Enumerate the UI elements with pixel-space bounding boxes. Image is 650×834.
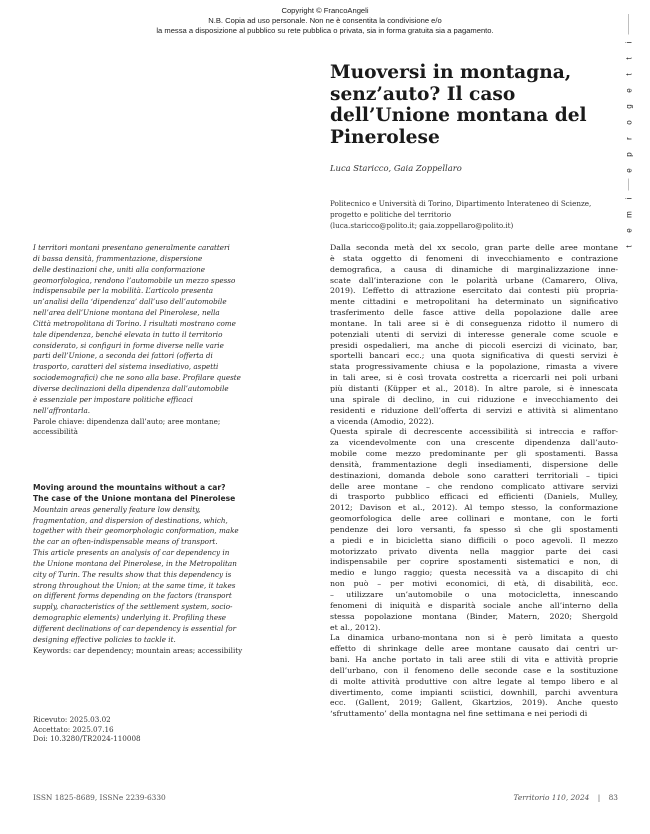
abstract-line: considerato, si configuri in forme diverse nelle varie bbox=[33, 340, 224, 350]
body-line: fenomeni di iniquità e disparità sociale anche all’interno della bbox=[330, 600, 618, 610]
body-line: geomorfologica delle aree collinari e montane, con le forti bbox=[330, 514, 618, 524]
abstract-line: un’analisi della ‘dipendenza’ dall’uso dell’automobile bbox=[33, 297, 227, 307]
body-line: montane. In tali aree si è di conseguenza ridotto il numero di bbox=[330, 318, 618, 328]
abstract-line: trasporto, caratteri del sistema insediativo, aspetti bbox=[33, 362, 219, 372]
abstract-line: geomorfologica, rendono l’automobile un mezzo spesso bbox=[33, 275, 236, 285]
body-line: potenziali utenti di servizi di interesse generale come scuole e bbox=[330, 329, 618, 339]
sidebar-letter: r bbox=[625, 131, 634, 147]
body-line: dell’urbano, con il fenomeno delle seconde case e la sostituzione bbox=[330, 665, 618, 675]
abstract-line: Città metropolitana di Torino. I risultati mostrano come bbox=[33, 318, 236, 328]
body-line: stessa popolazione montana (Binder, Matern, 2020; Shergold bbox=[330, 611, 618, 621]
body-line: – utilizzare un’automobile o una motocicletta, innescando bbox=[330, 590, 618, 599]
received-date: Ricevuto: 2025.03.02 bbox=[33, 715, 111, 724]
abstract-line: nell’area dell’Unione montana del Pinerolese, nella bbox=[33, 308, 220, 318]
sidebar-letter: i bbox=[625, 191, 634, 207]
footer-journal-info bbox=[513, 793, 618, 802]
body-line: densità, frammentazione degli insediamenti, dispersione delle bbox=[330, 459, 618, 469]
abstract-line: diverse declinazioni della dipendenza dall’automobile bbox=[33, 383, 229, 393]
abstract-english-heading: The case of the Unione montana del Pinerolese bbox=[33, 493, 236, 503]
keywords-italian-line: Parole chiave: dipendenza dall’auto; aree montane; bbox=[33, 416, 221, 426]
footer-issn: ISSN 1825-8689, ISSNe 2239-6330 bbox=[33, 793, 166, 802]
body-line: sportelli bancari ecc.; una quota significativa di questi servizi è bbox=[330, 351, 618, 361]
sidebar-letter: o bbox=[625, 115, 634, 131]
copyright-line: Copyright © FrancoAngeli bbox=[281, 6, 369, 15]
abstract-line: supply, characteristics of the settlement system, socio- bbox=[33, 602, 233, 612]
sidebar-letter: t bbox=[625, 239, 634, 255]
abstract-line: è essenziale per impostare politiche efficaci bbox=[33, 394, 193, 404]
body-line: una spirale di declino, in cui riduzione e invecchiamento dei bbox=[330, 394, 618, 404]
body-line: mobile come mezzo predominante per gli spostamenti. Bassa bbox=[330, 449, 618, 459]
body-line: destinazioni, domanda debole sono caratteri territoriali – tipici bbox=[330, 470, 618, 480]
article-dates bbox=[33, 715, 141, 744]
abstract-line: the car an often-indispensable means of transport. bbox=[33, 537, 218, 547]
copyright-line: N.B. Copia ad uso personale. Non ne è consentita la condivisione e/o bbox=[208, 16, 442, 25]
sidebar-letter: e bbox=[625, 163, 634, 179]
sidebar-letter: m bbox=[625, 207, 634, 223]
body-line: bani. Ha anche portato in tali aree stili di vita e attività proprie bbox=[330, 655, 618, 665]
body-line: scate dall’interazione con le polarità urbane (Camarero, Oliva, bbox=[330, 275, 618, 285]
abstract-line: I territori montani presentano generalmente caratteri bbox=[33, 243, 230, 252]
affiliation-line: Politecnico e Università di Torino, Dipartimento Interateneo di Scienze, bbox=[330, 199, 592, 208]
body-line: effetto di shrinkage delle aree montane causato dai centri ur- bbox=[330, 644, 618, 654]
sidebar-letter: g bbox=[625, 99, 634, 115]
abstract-line: demographic elements) underlying it. Profiling these bbox=[33, 613, 227, 623]
body-line: più distanti (Küpper et al., 2018). In altre parole, si è innescata bbox=[330, 383, 618, 393]
sidebar-letter: e bbox=[625, 83, 634, 99]
abstract-line: on different forms depending on the factors (transport bbox=[33, 591, 232, 601]
author-affiliation bbox=[330, 199, 615, 231]
body-line: medio e lungo raggio; questa necessità va a discapito di chi bbox=[330, 568, 618, 578]
body-line: di molte attività produttive con altre legate al tempo libero e al bbox=[330, 676, 618, 686]
body-line: a vicenda (Amodio, 2022). bbox=[330, 416, 435, 426]
footer-journal: Territorio 110, 2024 bbox=[513, 793, 590, 802]
abstract-line: fragmentation, and dispersion of destinations, which, bbox=[33, 515, 228, 525]
body-line: in tali aree, si è così trovata costretta a ricercarli nei poli urbani bbox=[330, 373, 618, 383]
keywords-italian-line: accessibilità bbox=[33, 427, 78, 437]
sidebar-letter: t bbox=[625, 51, 634, 67]
body-line: demografica, a causa di dinamiche di marginalizzazione inne- bbox=[330, 264, 618, 274]
body-line: divertimento, come impianti sciistici, downhill, parchi avventura bbox=[330, 687, 618, 697]
abstract-line: tale dipendenza, benché elevata in tutto il territorio bbox=[33, 329, 223, 339]
body-line: Questa spirale di decrescente accessibilità si intreccia e raffor- bbox=[330, 427, 618, 437]
body-line: ‘sfruttamento’ della montagna nel fine settimana e nei periodi di bbox=[330, 709, 588, 719]
sidebar-letter: t bbox=[625, 67, 634, 83]
body-line: ecc. (Gallent, 2019; Gallent, Gkartzios, 2019). Anche questo bbox=[330, 698, 618, 708]
body-line: stata progressivamente chiusa e la popolazione, rimasta a vivere bbox=[330, 362, 618, 372]
accepted-date: Accettato: 2025.07.16 bbox=[33, 724, 114, 734]
article-authors: Luca Staricco, Gaia Zoppellaro bbox=[330, 163, 462, 173]
sidebar-letter: p bbox=[625, 147, 634, 163]
body-line: di trasporto pubblico efficaci ed efficienti (Daniels, Mulley, bbox=[330, 492, 618, 502]
body-line: motorizzato privato diventa nella maggior parte dei casi bbox=[330, 546, 618, 556]
body-line: mente cittadini e metropolitani ha determinato un significativo bbox=[330, 297, 618, 307]
article-body bbox=[330, 243, 618, 720]
copyright-line: la messa a disposizione al pubblico su rete pubblica o privata, sia in forma gratuita sia a pagamento. bbox=[156, 26, 494, 35]
body-line: Dalla seconda metà del xx secolo, gran parte delle aree montane bbox=[330, 243, 618, 252]
abstract-english bbox=[33, 483, 308, 657]
body-line: delle aree montane – che rendono complicato attivare servizi bbox=[330, 481, 618, 491]
abstract-line: strong throughout the Union; at the same time, it takes bbox=[33, 580, 236, 590]
abstract-line: di bassa densità, frammentazione, dispersione bbox=[33, 253, 203, 263]
abstract-line: designing effective policies to tackle it. bbox=[33, 634, 176, 644]
body-line: za vicendevolmente con una crescente dipendenza dall’auto- bbox=[330, 438, 618, 448]
body-line: indispensabile per coprire spostamenti sistematici e non, di bbox=[330, 557, 618, 567]
abstract-line: city of Turin. The results show that this dependency is bbox=[33, 569, 232, 579]
body-line: trasferimento delle fasce attive della popolazione dalle aree bbox=[330, 308, 618, 318]
abstract-line: together with their geomorphologic conformation, make bbox=[33, 526, 239, 536]
abstract-line: sociodemografici) che ne sono alla base. Profilare queste bbox=[33, 373, 241, 383]
body-line: è stata oggetto di fenomeni di invecchiamento e contrazione bbox=[330, 253, 618, 263]
section-sidebar bbox=[618, 14, 640, 248]
abstract-line: parti dell’Unione, a seconda dei fattori (offerta di bbox=[33, 351, 213, 361]
footer-page-number: 83 bbox=[608, 793, 618, 802]
abstract-line: the Unione montana del Pinerolese, in the Metropolitan bbox=[33, 558, 237, 568]
body-line: a piedi e in bicicletta siano difficili o poco agevoli. Il mezzo bbox=[330, 535, 618, 545]
body-line: non può – per motivi economici, di età, di disabilità, ecc. bbox=[330, 579, 618, 589]
body-line: et al., 2012). bbox=[330, 622, 381, 632]
body-line: La dinamica urbano-montana non si è però limitata a questo bbox=[330, 633, 618, 643]
abstract-line: nell’affrontarla. bbox=[33, 405, 91, 415]
copyright-notice bbox=[0, 6, 650, 36]
abstract-line: different declinations of car dependency is essential for bbox=[33, 623, 237, 633]
body-line: pendenze dei loro versanti, fa spesso sì che gli spostamenti bbox=[330, 524, 618, 534]
article-title: Muoversi in montagna, senz’auto? Il caso dell’Unione montana del Pinerolese bbox=[330, 62, 587, 148]
body-line: presidi ospedalieri, ma anche di piccoli esercizi di vicinato, bar, bbox=[330, 340, 618, 350]
doi: Doi: 10.3280/TR2024-110008 bbox=[33, 734, 141, 744]
sidebar-letter: i bbox=[625, 35, 634, 51]
sidebar-letter: e bbox=[625, 223, 634, 239]
body-line: residenti e riduzione dell’offerta di servizi e attività si alimentano bbox=[330, 405, 618, 415]
abstract-line: indispensabile per la mobilità. L’articolo presenta bbox=[33, 286, 214, 296]
abstract-line: delle destinazioni che, uniti alla conformazione bbox=[33, 264, 206, 274]
body-line: 2012; Davison et al., 2012). Al tempo stesso, la conformazione bbox=[330, 503, 618, 513]
abstract-line: This article presents an analysis of car dependency in bbox=[33, 548, 230, 558]
abstract-line: Mountain areas generally feature low density, bbox=[33, 504, 201, 514]
keywords-english: Keywords: car dependency; mountain areas; accessibility bbox=[33, 645, 243, 655]
body-line: 2019). L’effetto di attrazione esercitato dai contesti più propria- bbox=[330, 286, 618, 296]
abstract-english-heading: Moving around the mountains without a car? bbox=[33, 483, 226, 492]
affiliation-line: (luca.staricco@polito.it; gaia.zoppellaro@polito.it) bbox=[330, 220, 514, 230]
abstract-italian bbox=[33, 243, 303, 438]
footer-separator: | bbox=[597, 793, 601, 802]
affiliation-line: progetto e politiche del territorio bbox=[330, 209, 452, 219]
